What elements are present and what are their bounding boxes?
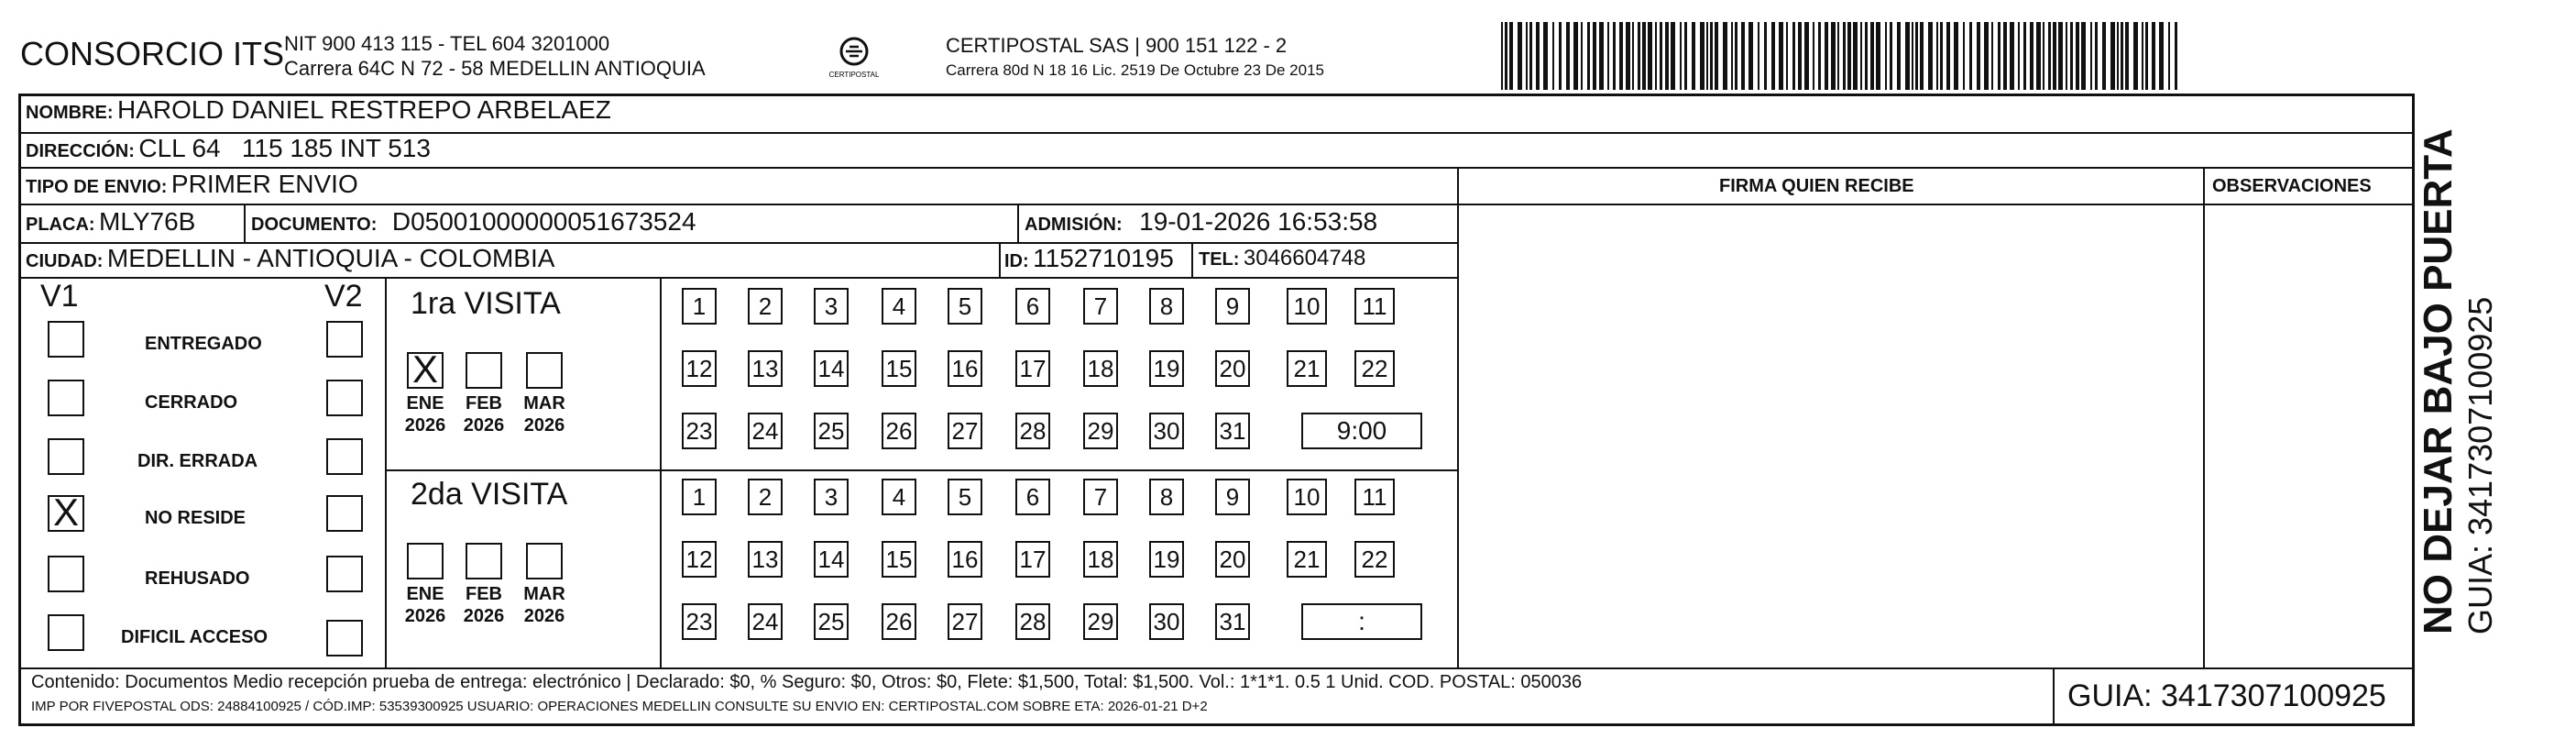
month-label: [456, 583, 511, 627]
day-box[interactable]: 24: [748, 413, 783, 449]
day-box[interactable]: 15: [882, 350, 916, 387]
month-checkbox[interactable]: [466, 352, 502, 389]
month-checkbox[interactable]: [407, 543, 444, 579]
ciudad-value: MEDELLIN - ANTIOQUIA - COLOMBIA: [106, 244, 555, 272]
month-year: 2026: [463, 415, 505, 436]
status-label: REHUSADO: [145, 568, 250, 589]
status-label: ENTREGADO: [145, 334, 262, 354]
day-box[interactable]: 1: [682, 288, 717, 325]
day-box[interactable]: 23: [682, 603, 717, 640]
carrier-name: CERTIPOSTAL SAS | 900 151 122 - 2: [946, 34, 1288, 57]
direccion-row: [26, 134, 431, 163]
month-label: [456, 392, 511, 436]
day-box[interactable]: 26: [882, 413, 916, 449]
firma-header: FIRMA QUIEN RECIBE: [1719, 176, 1914, 196]
day-box[interactable]: 3: [814, 288, 849, 325]
no-dejar-warning: NO DEJAR BAJO PUERTA: [2416, 128, 2461, 634]
v1-checkbox[interactable]: [48, 321, 84, 358]
day-box[interactable]: 9: [1215, 479, 1250, 515]
month-name: ENE: [406, 393, 444, 414]
day-box[interactable]: 24: [748, 603, 783, 640]
placa-label: PLACA:: [26, 215, 95, 235]
admision-field: [1025, 207, 1377, 237]
day-box[interactable]: 30: [1149, 603, 1184, 640]
day-box[interactable]: 30: [1149, 413, 1184, 449]
day-box[interactable]: 1: [682, 479, 717, 515]
day-box[interactable]: 2: [748, 288, 783, 325]
day-box[interactable]: 10: [1287, 479, 1327, 515]
status-label: DIR. ERRADA: [137, 451, 258, 471]
v2-checkbox[interactable]: [326, 620, 363, 656]
day-box[interactable]: 18: [1083, 350, 1118, 387]
company-name: CONSORCIO ITS: [20, 35, 285, 72]
documento-value: D05001000000051673524: [391, 207, 696, 236]
day-box[interactable]: 28: [1015, 603, 1050, 640]
day-box[interactable]: 4: [882, 288, 916, 325]
day-box[interactable]: 6: [1015, 288, 1050, 325]
day-box[interactable]: 14: [814, 350, 849, 387]
admision-label: ADMISIÓN:: [1025, 215, 1123, 235]
nombre-value: HAROLD DANIEL RESTREPO ARBELAEZ: [117, 95, 611, 124]
day-box[interactable]: 28: [1015, 413, 1050, 449]
ciudad-label: CIUDAD:: [26, 251, 104, 271]
v1-checkbox[interactable]: [48, 380, 84, 416]
day-box[interactable]: 15: [882, 541, 916, 578]
visit-time[interactable]: 9:00: [1301, 413, 1422, 449]
month-checkbox[interactable]: [466, 543, 502, 579]
day-box[interactable]: 11: [1354, 288, 1395, 325]
day-box[interactable]: 5: [948, 479, 982, 515]
month-name: ENE: [406, 584, 444, 604]
barcode: [1501, 22, 2179, 90]
day-box[interactable]: 25: [814, 603, 849, 640]
day-box[interactable]: 27: [948, 603, 982, 640]
day-box[interactable]: 18: [1083, 541, 1118, 578]
day-box[interactable]: 4: [882, 479, 916, 515]
day-box[interactable]: 16: [948, 350, 982, 387]
status-label: NO RESIDE: [145, 508, 247, 528]
day-box[interactable]: 11: [1354, 479, 1395, 515]
id-label: ID:: [1004, 251, 1029, 271]
v2-checkbox[interactable]: [326, 380, 363, 416]
logo-text: CERTIPOSTAL: [829, 71, 879, 79]
status-label: DIFICIL ACCESO: [121, 627, 269, 647]
company-info: [284, 31, 706, 81]
v1-checkbox[interactable]: X: [48, 495, 84, 532]
day-box[interactable]: 10: [1287, 288, 1327, 325]
day-box[interactable]: 12: [682, 541, 717, 578]
month-year: 2026: [523, 606, 565, 626]
day-box[interactable]: 8: [1149, 479, 1184, 515]
observaciones-header: OBSERVACIONES: [2212, 176, 2372, 196]
day-box[interactable]: 19: [1149, 350, 1184, 387]
day-box[interactable]: 22: [1354, 541, 1395, 578]
v2-checkbox[interactable]: [326, 321, 363, 358]
v2-checkbox[interactable]: [326, 438, 363, 475]
side-guia: GUIA: 3417307100925: [2461, 296, 2499, 634]
month-year: 2026: [523, 415, 565, 436]
month-checkbox[interactable]: X: [407, 352, 444, 389]
documento-label: DOCUMENTO:: [251, 215, 378, 235]
placa-field: [26, 207, 195, 237]
tel-field: [1199, 246, 1365, 271]
carrier-address: Carrera 80d N 18 16 Lic. 2519 De Octubre 23 De 2015: [946, 61, 1324, 79]
day-box[interactable]: 14: [814, 541, 849, 578]
month-name: MAR: [523, 393, 565, 414]
month-label: [398, 392, 453, 436]
month-year: 2026: [404, 606, 446, 626]
admision-value: 19-01-2026 16:53:58: [1139, 207, 1378, 236]
day-box[interactable]: 17: [1015, 350, 1050, 387]
month-name: FEB: [466, 584, 502, 604]
certipostal-logo: [829, 35, 879, 86]
documento-field: [251, 207, 696, 237]
day-box[interactable]: 29: [1083, 413, 1118, 449]
direccion-value: CLL 64 115 185 INT 513: [138, 134, 431, 162]
day-box[interactable]: 17: [1015, 541, 1050, 578]
day-box[interactable]: 19: [1149, 541, 1184, 578]
day-box[interactable]: 20: [1215, 350, 1250, 387]
month-checkbox[interactable]: [526, 543, 563, 579]
day-box[interactable]: 3: [814, 479, 849, 515]
day-box[interactable]: 12: [682, 350, 717, 387]
day-box[interactable]: 7: [1083, 288, 1118, 325]
id-value: 1152710195: [1033, 244, 1174, 272]
day-box[interactable]: 23: [682, 413, 717, 449]
day-box[interactable]: 31: [1215, 413, 1250, 449]
direccion-label: DIRECCIÓN:: [26, 141, 135, 161]
company-address: Carrera 64C N 72 - 58 MEDELLIN ANTIOQUIA: [284, 57, 706, 80]
month-label: [517, 392, 572, 436]
day-box[interactable]: 22: [1354, 350, 1395, 387]
tipo-row: [26, 170, 358, 199]
month-year: 2026: [404, 415, 446, 436]
tipo-value: PRIMER ENVIO: [170, 170, 358, 198]
day-box[interactable]: 8: [1149, 288, 1184, 325]
id-field: [1004, 244, 1174, 273]
tipo-label: TIPO DE ENVIO:: [26, 177, 168, 197]
month-name: FEB: [466, 393, 502, 414]
placa-value: MLY76B: [99, 207, 196, 236]
nombre-row: [26, 95, 611, 125]
day-box[interactable]: 2: [748, 479, 783, 515]
carrier-info: [946, 33, 1324, 83]
company-nit: NIT 900 413 115 - TEL 604 3201000: [284, 32, 610, 55]
day-box[interactable]: 26: [882, 603, 916, 640]
v1-checkbox[interactable]: [48, 614, 84, 651]
imp-line: IMP POR FIVEPOSTAL ODS: 24884100925 / CÓD.IMP: 53539300925 USUARIO: OPERACIONES MEDELLIN CONSULTE SU ENVIO EN: CERTIPOSTAL.COM SOBRE ETA: 2026-01-21 D+2: [31, 699, 1208, 714]
v2-label: V2: [324, 279, 363, 314]
tel-value: 3046604748: [1243, 246, 1366, 270]
day-box[interactable]: 25: [814, 413, 849, 449]
v1-checkbox[interactable]: [48, 438, 84, 475]
side-text: [2416, 128, 2500, 634]
day-box[interactable]: 20: [1215, 541, 1250, 578]
day-box[interactable]: 21: [1287, 541, 1327, 578]
month-label: [517, 583, 572, 627]
day-box[interactable]: 31: [1215, 603, 1250, 640]
v1-label: V1: [40, 279, 79, 314]
nombre-label: NOMBRE:: [26, 103, 114, 123]
month-label: [398, 583, 453, 627]
tel-label: TEL:: [1199, 249, 1240, 270]
day-box[interactable]: 21: [1287, 350, 1327, 387]
day-box[interactable]: 6: [1015, 479, 1050, 515]
day-box[interactable]: 13: [748, 350, 783, 387]
contenido-line: Contenido: Documentos Medio recepción prueba de entrega: electrónico | Declarado: $0, % Seguro: $0, Otros: $0, Flete: $1,500, Total: $1,500. Vol.: 1*1*1. 0.5 1 Unid. COD. POSTAL: 050036: [31, 672, 1583, 692]
day-box[interactable]: 5: [948, 288, 982, 325]
ciudad-field: [26, 244, 554, 273]
visit-time[interactable]: :: [1301, 603, 1422, 640]
day-box[interactable]: 9: [1215, 288, 1250, 325]
month-year: 2026: [463, 606, 505, 626]
second-visit-title: 2da VISITA: [411, 477, 568, 512]
status-label: CERRADO: [145, 392, 238, 413]
first-visit-title: 1ra VISITA: [411, 286, 561, 321]
v2-checkbox[interactable]: [326, 556, 363, 592]
guia-number: GUIA: 3417307100925: [2067, 678, 2386, 713]
month-name: MAR: [523, 584, 565, 604]
day-box[interactable]: 29: [1083, 603, 1118, 640]
day-box[interactable]: 27: [948, 413, 982, 449]
v2-checkbox[interactable]: [326, 495, 363, 532]
day-box[interactable]: 7: [1083, 479, 1118, 515]
month-checkbox[interactable]: [526, 352, 563, 389]
day-box[interactable]: 16: [948, 541, 982, 578]
v1-checkbox[interactable]: [48, 556, 84, 592]
day-box[interactable]: 13: [748, 541, 783, 578]
